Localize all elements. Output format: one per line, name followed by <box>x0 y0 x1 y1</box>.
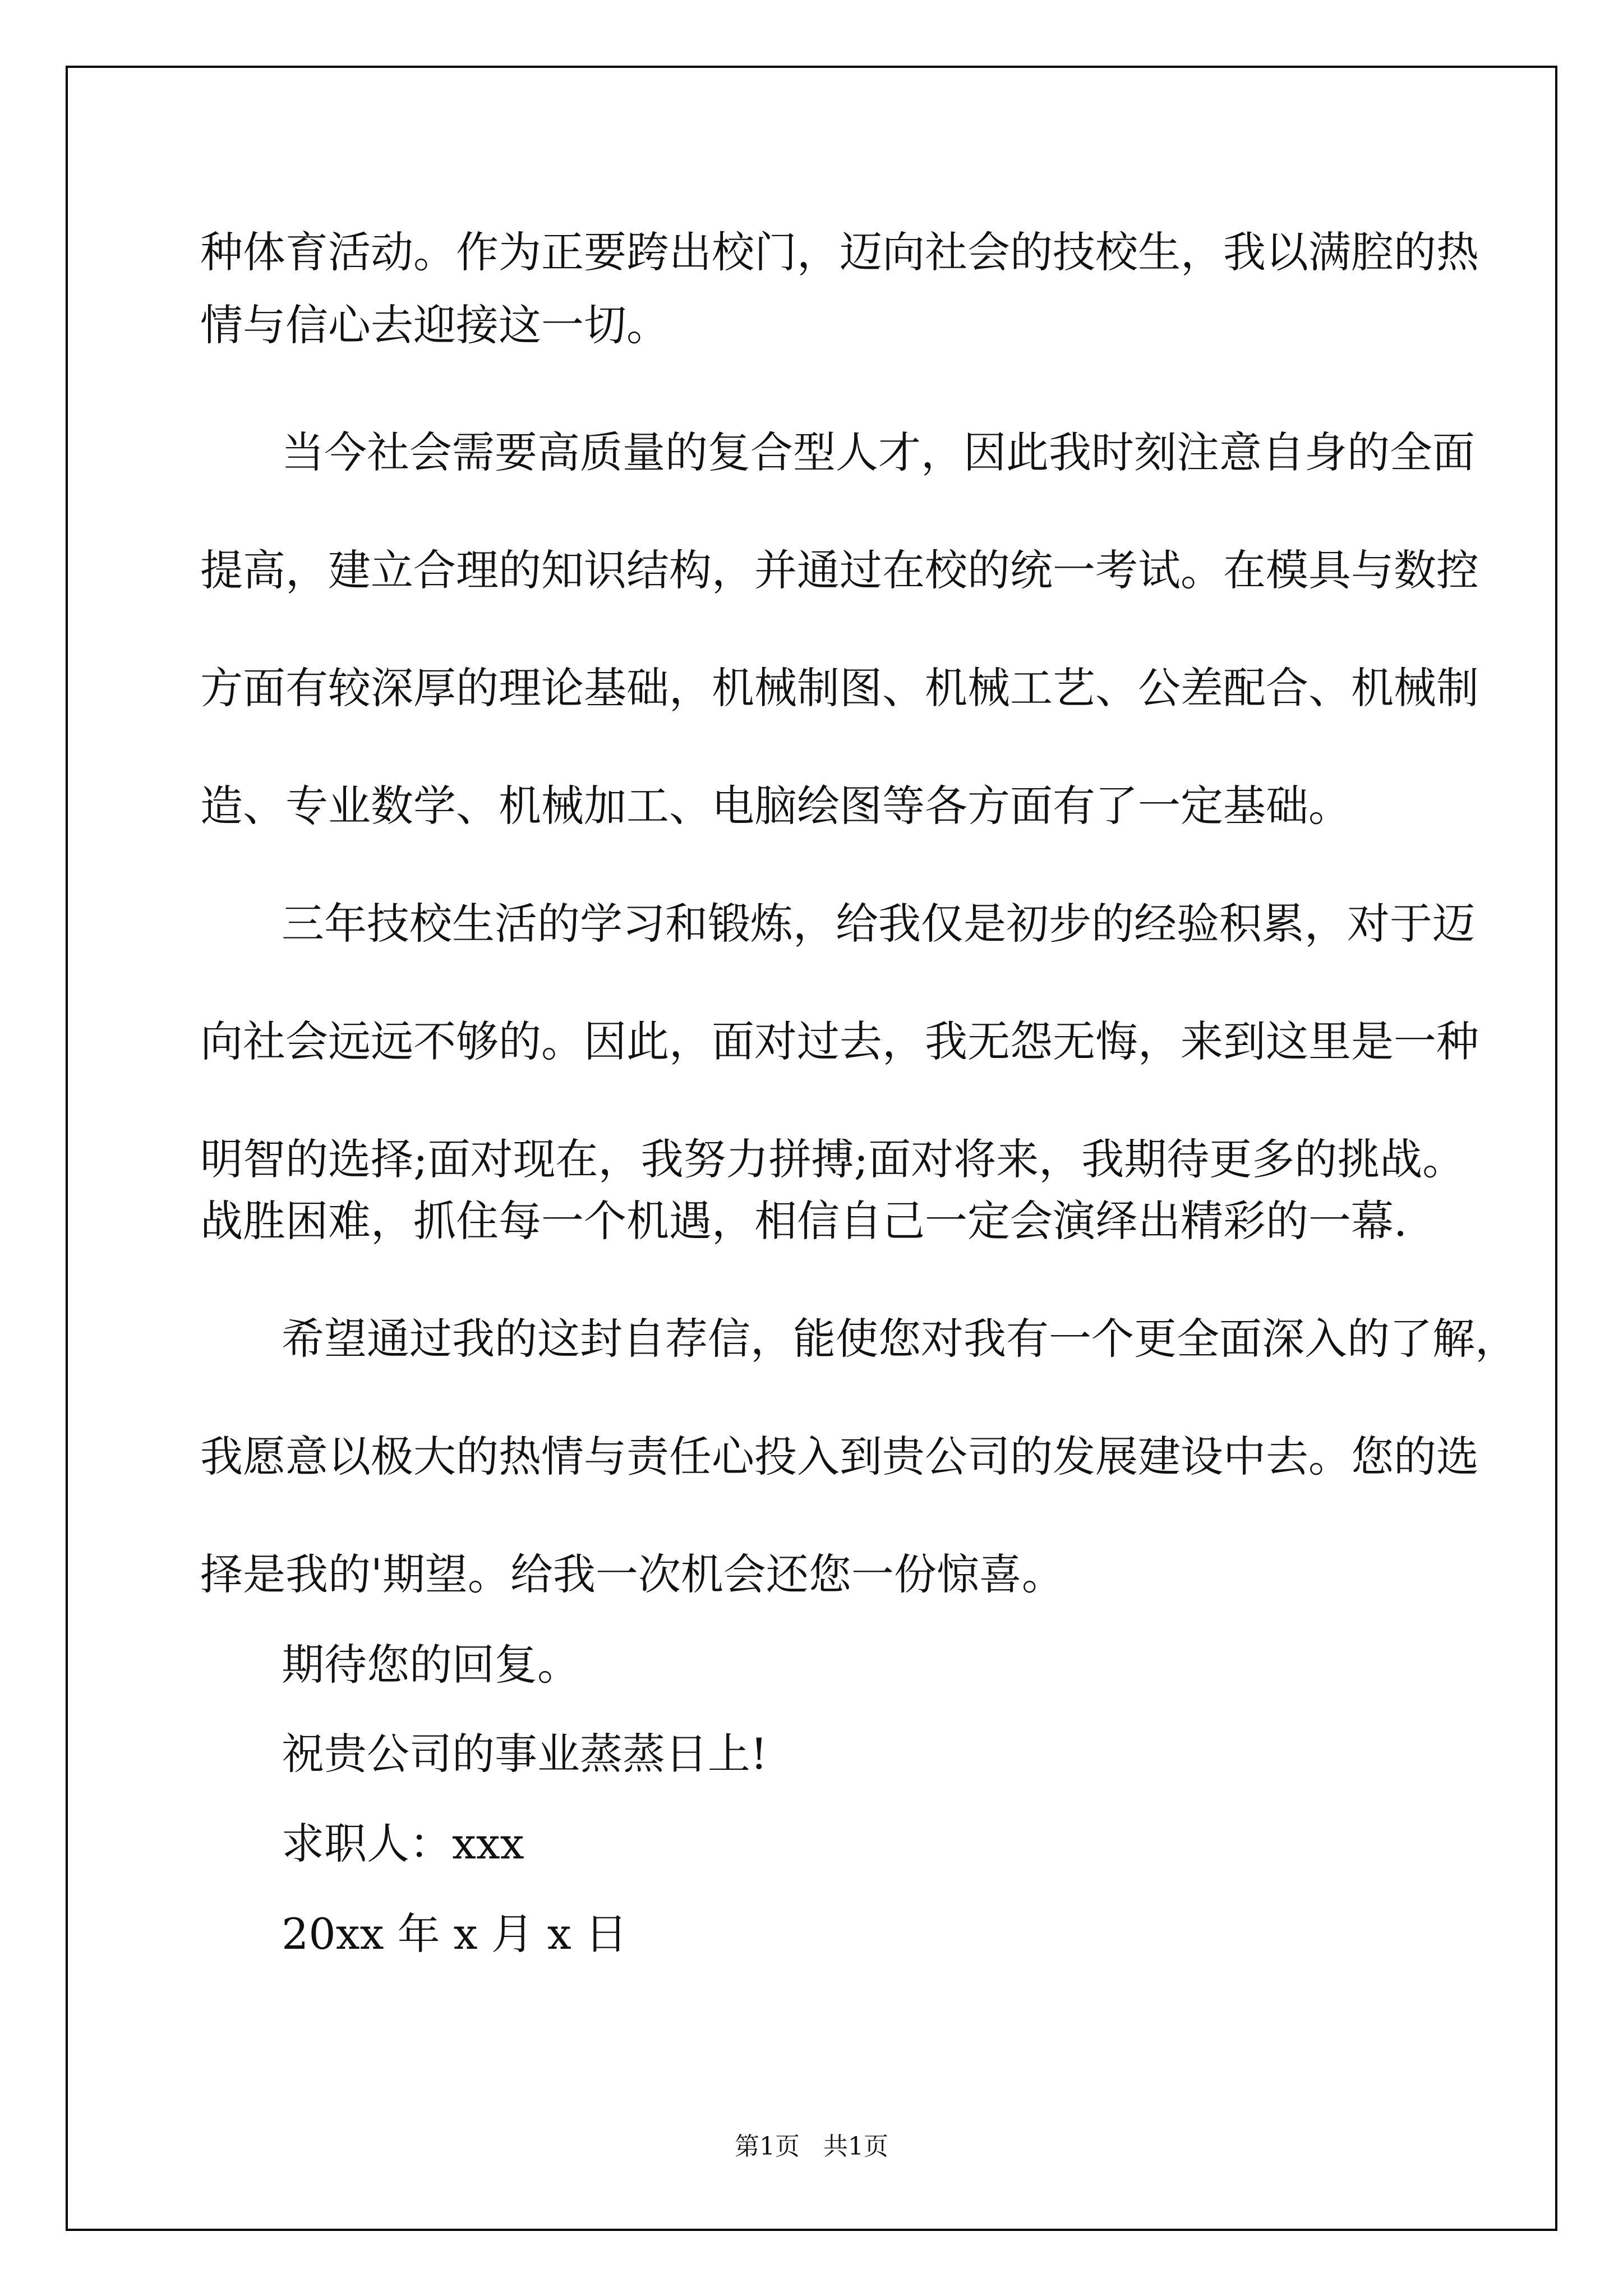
signature-line: 求职人：xxx <box>282 1819 524 1869</box>
date-line: 20xx 年 x 月 x 日 <box>282 1909 628 1959</box>
paragraph-start: 三年技校生活的学习和锻炼，给我仅是初步的经验积累，对于迈 <box>282 899 1475 949</box>
body-line: 我愿意以极大的热情与责任心投入到贵公司的发展建设中去。您的选 <box>200 1432 1479 1481</box>
body-line: 种体育活动。作为正要跨出校门，迈向社会的技校生，我以满腔的热 <box>200 227 1479 277</box>
body-line: 方面有较深厚的理论基础，机械制图、机械工艺、公差配合、机械制 <box>200 663 1479 713</box>
paragraph-start: 当今社会需要高质量的复合型人才，因此我时刻注意自身的全面 <box>282 427 1475 477</box>
paragraph-start: 希望通过我的这封自荐信，能使您对我有一个更全面深入的了解， <box>282 1314 1518 1364</box>
body-line: 择是我的'期望。给我一次机会还您一份惊喜。 <box>200 1549 1064 1599</box>
closing-line: 期待您的回复。 <box>282 1640 580 1690</box>
body-line: 明智的选择;面对现在，我努力拼搏;面对将来，我期待更多的挑战。 <box>200 1134 1465 1184</box>
body-line: 造、专业数学、机械加工、电脑绘图等各方面有了一定基础。 <box>200 781 1351 831</box>
closing-line: 祝贵公司的事业蒸蒸日上! <box>282 1729 768 1779</box>
body-line: 情与信心去迎接这一切。 <box>200 300 669 350</box>
body-line: 提高，建立合理的知识结构，并通过在校的统一考试。在模具与数控 <box>200 545 1479 595</box>
page-footer: 第1页 共1页 <box>735 2132 888 2161</box>
body-line: 战胜困难，抓住每一个机遇，相信自己一定会演绎出精彩的一幕. <box>200 1196 1408 1246</box>
body-line: 向社会远远不够的。因此，面对过去，我无怨无悔，来到这里是一种 <box>200 1016 1479 1066</box>
